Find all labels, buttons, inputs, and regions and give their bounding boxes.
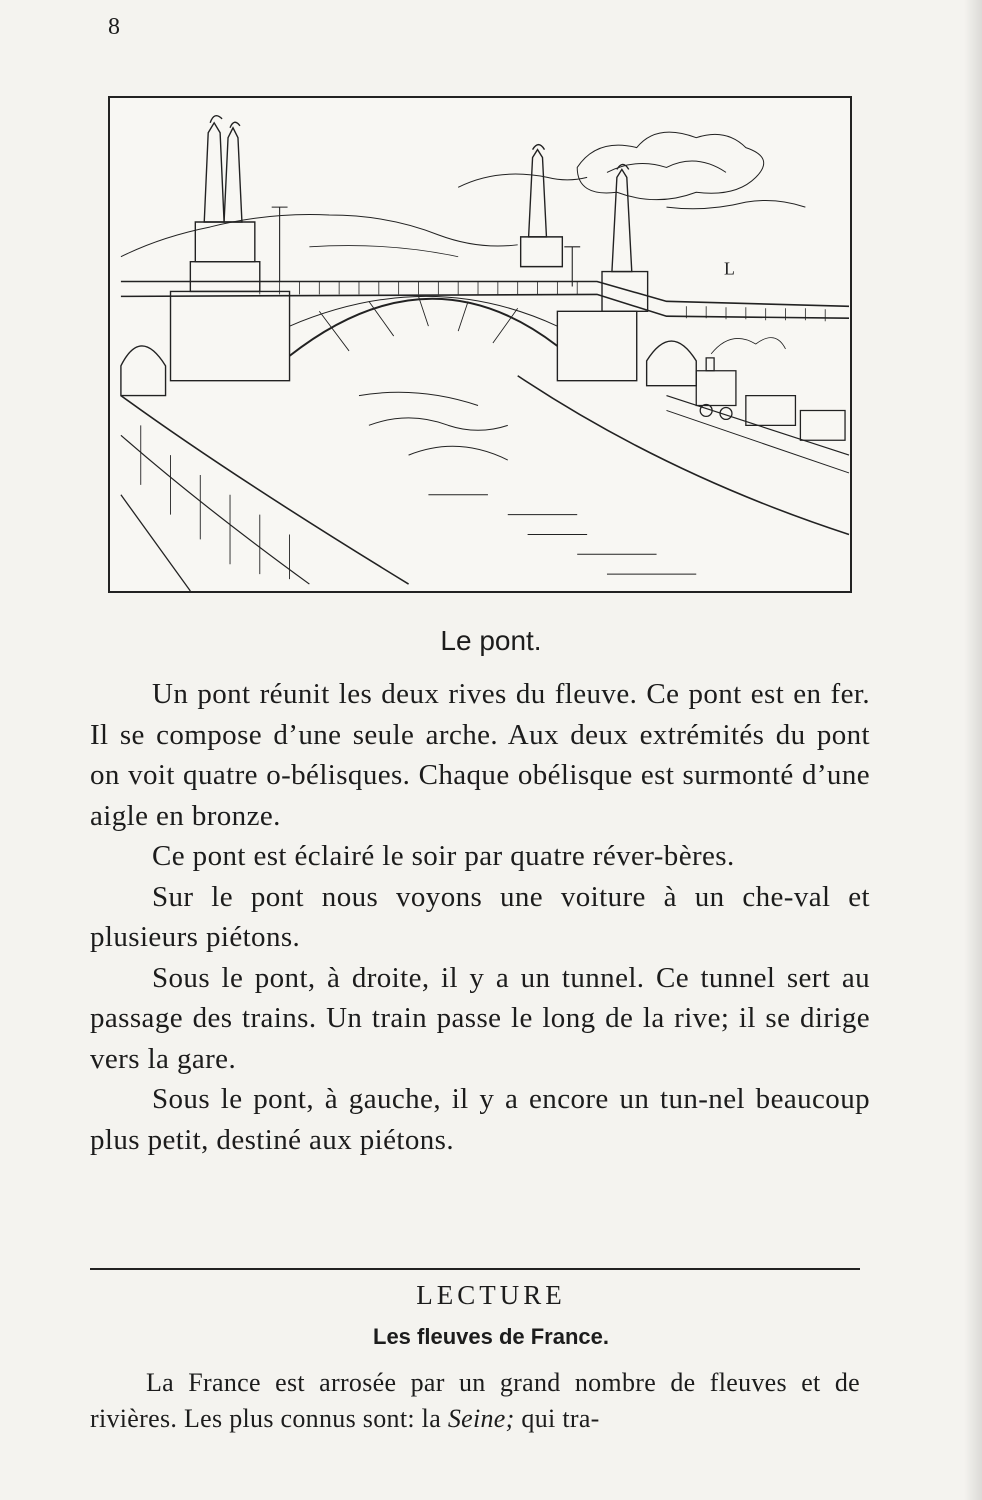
lesson-body: [90, 674, 870, 1160]
page-edge-shadow: [964, 0, 982, 1500]
left-obelisks: [190, 116, 259, 292]
river-name: Seine;: [447, 1404, 515, 1433]
reading-paragraph: La France est arrosée par un grand nombre de fleuves et de rivières. Les plus connus sont: la Seine; qui tra-: [90, 1368, 860, 1433]
bridge-illustration: [108, 96, 852, 593]
lesson-paragraph: Ce pont est éclairé le soir par quatre réver-bères.: [152, 840, 735, 872]
lesson-title: Le pont.: [440, 625, 542, 656]
lesson-paragraph: Un pont réunit les deux rives du fleuve. Ce pont est en fer. Il se compose d’une seule arche. Aux deux extrémités du pont on voit quatre o-bélisques. Chaque obélisque est surmonté d’une aigle en bronze.: [90, 678, 870, 832]
bridge-sign-letter: L: [724, 258, 735, 279]
reading-body: [90, 1365, 860, 1437]
lesson-paragraph: Sur le pont nous voyons une voiture à un che-val et plusieurs piétons.: [90, 880, 870, 953]
right-obelisks: [521, 145, 648, 312]
train: [696, 338, 845, 441]
lesson-paragraph: Sous le pont, à droite, il y a un tunnel. Ce tunnel sert au passage des trains. Un train passe le long de la rive; il se dirige vers la gare.: [90, 961, 870, 1075]
bridge-drawing: [110, 98, 850, 591]
reading-title: Les fleuves de France.: [373, 1324, 609, 1349]
lesson-paragraph: Sous le pont, à gauche, il y a encore un tun-nel beaucoup plus petit, destiné aux piétons.: [90, 1083, 870, 1156]
clouds: [458, 132, 805, 209]
reading-label: LECTURE: [416, 1280, 566, 1310]
section-divider: [90, 1268, 860, 1270]
page-number: 8: [108, 14, 120, 40]
